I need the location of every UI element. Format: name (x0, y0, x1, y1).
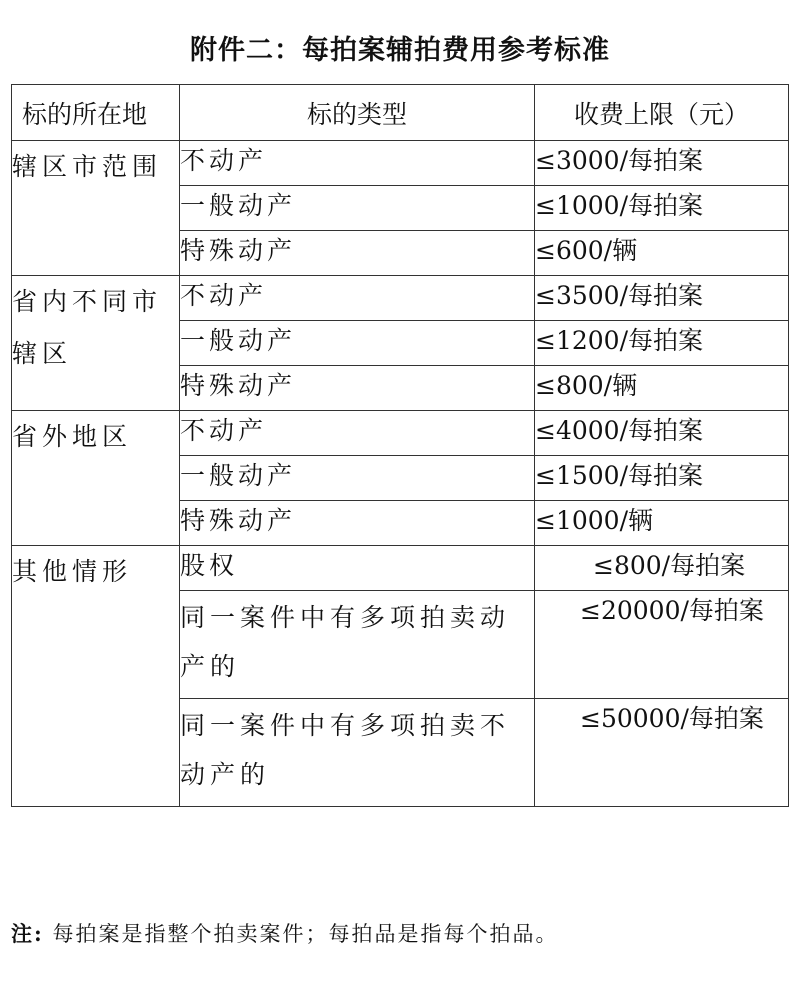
footnote (11, 918, 558, 948)
type-cell: 一般动产 (180, 321, 535, 366)
type-cell: 不动产 (180, 411, 535, 456)
fee-cell: ≤1000/每拍案 (535, 186, 789, 231)
table-row (12, 141, 789, 186)
type-cell: 不动产 (180, 141, 535, 186)
region-cell: 省外地区 (12, 411, 180, 546)
type-cell: 同一案件中有多项拍卖动产的 (180, 591, 535, 699)
fee-cell: ≤50000/每拍案 (535, 699, 789, 807)
type-cell: 特殊动产 (180, 501, 535, 546)
fee-cell: ≤800/每拍案 (535, 546, 789, 591)
fee-cell: ≤1200/每拍案 (535, 321, 789, 366)
fee-cell: ≤4000/每拍案 (535, 411, 789, 456)
header-fee-limit: 收费上限（元） (535, 85, 789, 141)
type-cell: 不动产 (180, 276, 535, 321)
type-cell: 一般动产 (180, 186, 535, 231)
type-cell: 股权 (180, 546, 535, 591)
fee-cell: ≤20000/每拍案 (535, 591, 789, 699)
footnote-lead: 注: (11, 921, 44, 946)
header-location: 标的所在地 (12, 85, 180, 141)
type-cell: 一般动产 (180, 456, 535, 501)
document-title: 附件二：每拍案辅拍费用参考标准 (190, 35, 610, 66)
region-cell: 省内不同市辖区 (12, 276, 180, 411)
table-row (12, 546, 789, 591)
fee-cell: ≤3500/每拍案 (535, 276, 789, 321)
footnote-text: 每拍案是指整个拍卖案件；每拍品是指每个拍品。 (52, 922, 559, 946)
fee-cell: ≤600/辆 (535, 231, 789, 276)
region-cell: 辖区市范围 (12, 141, 180, 276)
fee-cell: ≤800/辆 (535, 366, 789, 411)
fee-cell: ≤3000/每拍案 (535, 141, 789, 186)
fee-cell: ≤1500/每拍案 (535, 456, 789, 501)
type-cell: 特殊动产 (180, 231, 535, 276)
region-cell: 其他情形 (12, 546, 180, 807)
type-cell: 同一案件中有多项拍卖不动产的 (180, 699, 535, 807)
fee-cell: ≤1000/辆 (535, 501, 789, 546)
fee-standard-table (11, 84, 789, 807)
table-row (12, 276, 789, 321)
table-row (12, 411, 789, 456)
type-cell: 特殊动产 (180, 366, 535, 411)
header-type: 标的类型 (180, 85, 535, 141)
table-header-row (12, 85, 789, 141)
